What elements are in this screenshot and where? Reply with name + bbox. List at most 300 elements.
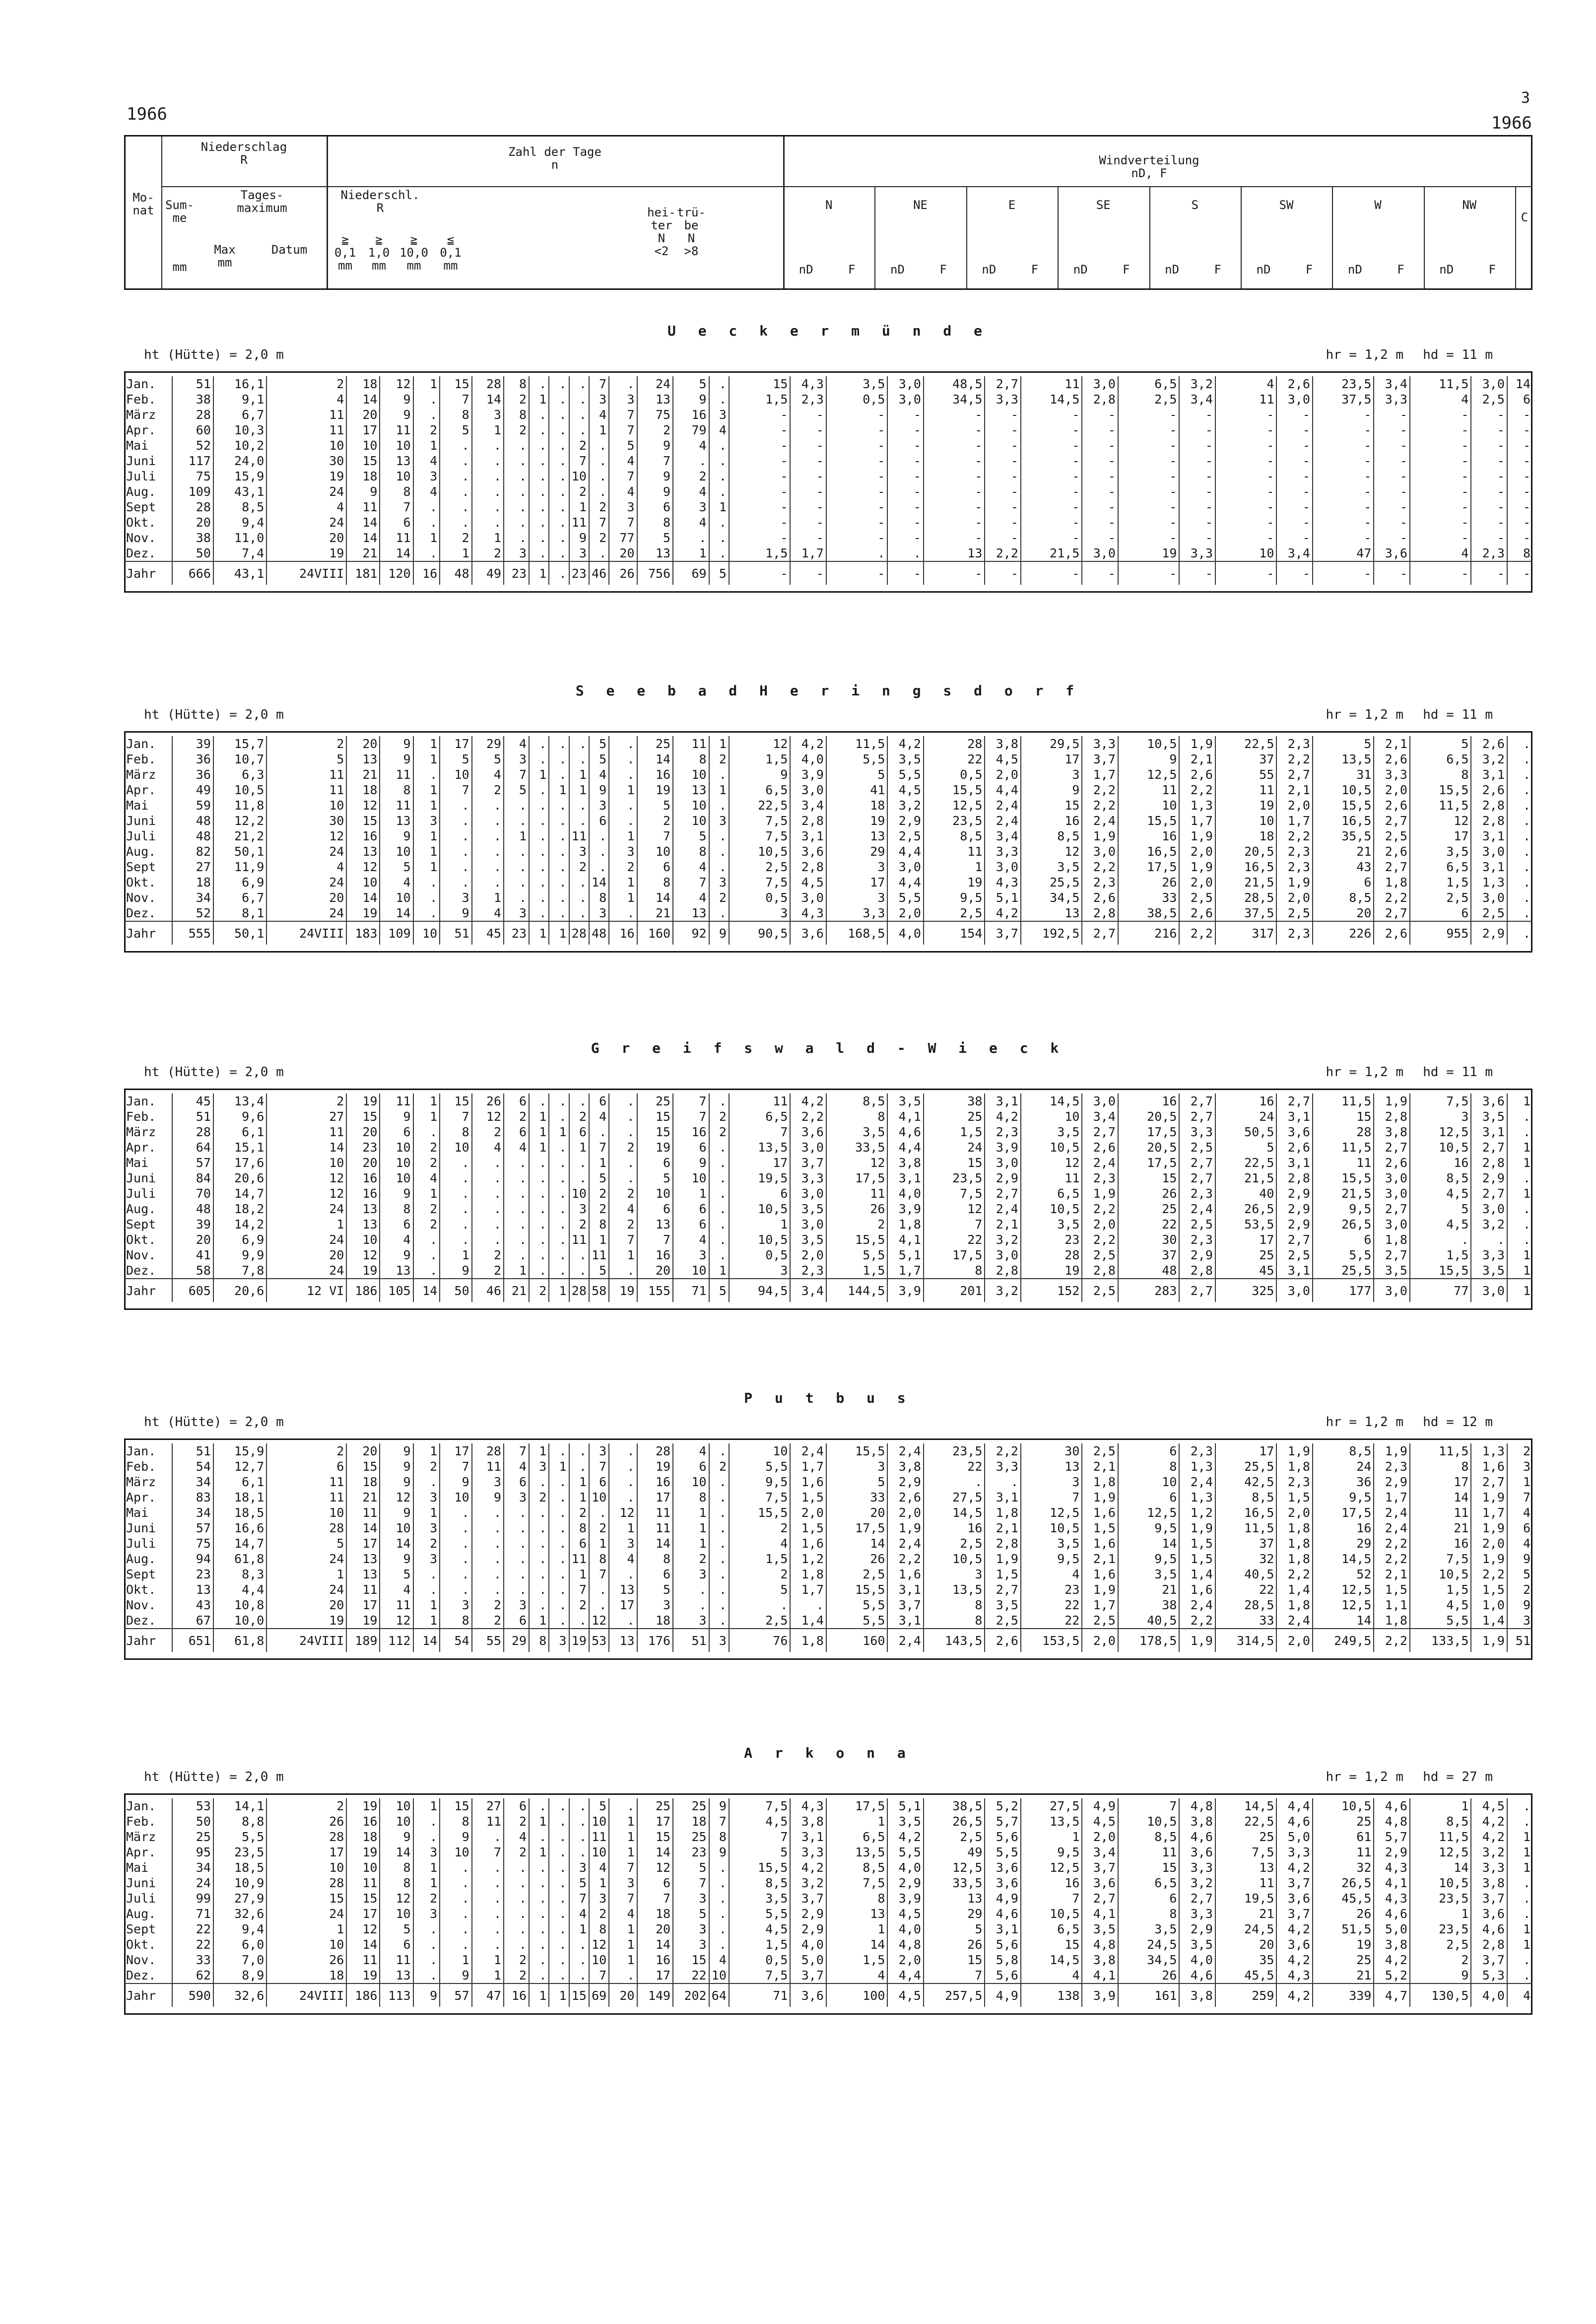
table-cell: 3,1 [1276,1263,1313,1279]
table-cell: - [1276,499,1313,515]
table-cell: 13 [346,1217,380,1232]
table-cell: 651 [172,1629,213,1652]
col-r10: ≧ 1,0 mm [368,233,390,273]
table-cell: 10 [589,1814,609,1829]
table-cell: 1 [549,1459,569,1474]
table-cell: 7,5 [1410,1551,1471,1567]
table-cell: 10 [346,438,380,453]
table-cell: 15,5 [1410,1263,1471,1279]
table-cell: 2,2 [887,1551,924,1567]
table-cell: 28 [266,1875,346,1891]
table-cell: 105 [380,1279,413,1302]
table-cell: 3 [673,1937,709,1952]
table-cell: . [529,1860,549,1875]
table-cell: 2,6 [1082,890,1118,905]
table-cell: 7 [440,782,471,798]
table-cell: 9 [709,1845,729,1860]
table-cell: 9,5 [924,890,985,905]
table-cell: - [1410,530,1471,546]
table-cell: . [549,392,569,407]
table-cell: 6 [637,1875,673,1891]
table-cell: 4,3 [1374,1860,1410,1875]
table-cell: . [472,1551,504,1567]
table-cell: - [1082,407,1118,422]
table-row [124,1474,1532,1490]
table-cell: 10 [673,767,709,782]
table-cell: 1,2 [790,1551,826,1567]
table-cell: 3,0 [1471,1201,1507,1217]
table-cell: - [1179,484,1215,499]
table-cell: 5 [673,1906,709,1921]
table-cell: 2,5 [1082,1613,1118,1629]
table-row [124,1201,1532,1217]
table-cell: - [1215,499,1277,515]
table-cell: 1,9 [1082,1490,1118,1505]
col-dir-s: S [1191,198,1198,212]
table-cell: 8 [529,1629,549,1652]
table-cell: . [709,767,729,782]
table-cell: 3,2 [790,1875,826,1891]
table-cell: 39 [172,1217,213,1232]
table-cell: . [549,859,569,875]
table-cell: 7 [589,1968,609,1983]
table-cell: 3,1 [1471,828,1507,844]
table-cell: 1,7 [790,546,826,561]
table-cell: 3,6 [790,844,826,859]
table-cell: 18 [346,376,380,392]
table-cell: - [924,469,985,484]
table-cell: 11,8 [213,798,266,813]
table-cell: 1 [549,1983,569,2007]
table-cell: . [709,1170,729,1186]
table-cell: 28,5 [1215,890,1277,905]
row-label: Aug. [126,1552,156,1566]
table-cell: . [589,1124,609,1140]
table-cell: 47 [1313,546,1374,561]
table-cell: 6,7 [213,890,266,905]
table-cell: 12 [729,736,791,752]
table-cell: 1 [472,530,504,546]
table-cell: 2 [1507,1443,1532,1459]
table-cell: 4,0 [790,1937,826,1952]
table-cell: 1,8 [1374,1613,1410,1629]
table-cell: - [1374,484,1410,499]
table-cell: 9 [1021,782,1082,798]
table-cell: 2 [729,1567,791,1582]
row-label: März [126,1125,156,1139]
table-cell: 7 [440,1109,471,1124]
table-cell: 2,0 [1082,1629,1118,1652]
table-cell: 24 [266,1232,346,1247]
table-cell: 4 [589,1109,609,1124]
table-cell: 4,5 [887,1906,924,1921]
table-cell: . [569,1247,589,1263]
station-table [124,736,1532,945]
table-cell: 17 [346,1906,380,1921]
table-cell: 3,6 [790,921,826,945]
table-cell: . [609,1155,637,1170]
table-cell: - [1471,422,1507,438]
table-cell: - [1374,561,1410,585]
table-cell: 25 [673,1829,709,1845]
table-cell: 11,0 [213,530,266,546]
table-cell: 15 [440,376,471,392]
table-cell: 9 [380,1186,413,1201]
table-cell: - [924,499,985,515]
table-cell: . [569,752,589,767]
col-sw-f: F [1305,263,1313,276]
table-row [124,1536,1532,1551]
table-cell: . [472,469,504,484]
table-cell: 3,9 [887,1891,924,1906]
table-cell: 4,2 [887,1829,924,1845]
table-cell: 17 [637,1968,673,1983]
table-cell: 3,3 [790,1845,826,1860]
table-cell: 15 [266,1891,346,1906]
table-cell: 10,9 [213,1875,266,1891]
table-cell: 14,7 [213,1536,266,1551]
table-cell: 11 [569,515,589,530]
row-label: Jahr [124,561,172,585]
table-cell: 2,2 [1374,1551,1410,1567]
table-cell: 10 [673,1474,709,1490]
table-cell: 4,2 [790,736,826,752]
table-cell: . [1471,1232,1507,1247]
table-cell: 4,3 [790,376,826,392]
table-cell: 5 [709,1279,729,1302]
table-cell: 4,0 [1179,1952,1215,1968]
table-cell: 6 [380,515,413,530]
table-cell: 1 [1507,1140,1532,1155]
table-cell: 2,2 [1179,1613,1215,1629]
table-cell: 3,0 [1471,890,1507,905]
table-cell: . [549,828,569,844]
table-cell: 1 [589,1536,609,1551]
table-cell: 10,5 [1118,1814,1180,1829]
row-label: Mai [126,798,149,813]
table-cell: 14 [589,875,609,890]
table-cell: 11 [266,1490,346,1505]
table-cell: 6 [637,1155,673,1170]
table-cell: 8,5 [1118,1829,1180,1845]
table-cell: 1 [569,767,589,782]
row-label: Okt. [126,875,156,889]
table-cell: . [504,438,529,453]
col-zahl-der-tage: Zahl der Tage n [508,145,601,172]
col-calm: C [1521,210,1529,224]
table-cell: . [1507,798,1532,813]
row-label: Sept [126,1922,156,1936]
table-cell: 29,5 [1021,736,1082,752]
table-cell: - [1410,499,1471,515]
table-cell: 7,8 [213,1263,266,1279]
table-cell: 6,5 [1118,1875,1180,1891]
table-cell: . [529,1232,549,1247]
table-cell: - [1507,453,1532,469]
table-cell: . [529,422,549,438]
table-cell: 2,5 [1410,1937,1471,1952]
table-cell: 186 [346,1983,380,2007]
table-cell: 3 [826,890,888,905]
table-row [124,530,1532,546]
table-cell: . [529,1906,549,1921]
table-cell: 3,5 [1410,844,1471,859]
table-cell: 1,7 [790,1582,826,1597]
table-cell: 5 [1215,1140,1277,1155]
table-cell: . [709,828,729,844]
table-cell: 2,4 [985,813,1021,828]
table-cell: 10 [440,1845,471,1860]
table-cell: 14 [637,890,673,905]
table-cell: . [549,1217,569,1232]
table-cell: 4 [266,859,346,875]
table-cell: 40,5 [1118,1613,1180,1629]
table-cell: 10 [1215,813,1277,828]
table-cell: . [529,1968,549,1983]
table-cell: 1 [549,1124,569,1140]
table-cell: 1,8 [1374,1232,1410,1247]
table-cell: 4 [609,453,637,469]
table-cell: 2 [529,1490,549,1505]
table-cell: 2,2 [1179,921,1215,945]
table-cell: 1,5 [790,1490,826,1505]
table-cell: 20 [266,890,346,905]
table-cell: 7 [569,1891,589,1906]
table-cell: 5,5 [826,752,888,767]
table-cell: . [549,736,569,752]
table-cell: 1 [826,1921,888,1937]
table-cell: 1 [589,1155,609,1170]
table-cell: . [529,1798,549,1814]
table-cell: 11 [472,1459,504,1474]
table-row [124,1124,1532,1140]
table-cell: 32,6 [213,1983,266,2007]
table-cell: 1 [413,736,440,752]
table-cell: 15 [346,453,380,469]
table-cell: 9,4 [213,1921,266,1937]
table-cell: 9,5 [1021,1845,1082,1860]
table-cell: 64 [172,1140,213,1155]
row-label: Mai [126,1505,149,1520]
table-cell: 10,5 [1313,1798,1374,1814]
table-cell: 27,5 [1021,1798,1082,1814]
table-row [124,890,1532,905]
table-cell: 2,8 [1471,1155,1507,1170]
table-cell: - [1507,561,1532,585]
table-cell: 9 [380,1247,413,1263]
table-cell: 4,4 [887,1140,924,1155]
table-cell: 1 [569,1921,589,1937]
table-cell: . [569,1094,589,1109]
table-cell: 9 [440,905,471,921]
table-cell: 10 [1118,1474,1180,1490]
table-cell: 15,7 [213,736,266,752]
table-cell: - [887,407,924,422]
table-cell: 8 [504,407,529,422]
table-cell: - [790,422,826,438]
table-cell: 22 [1021,1597,1082,1613]
table-cell: 8 [924,1597,985,1613]
table-cell: 33 [172,1952,213,1968]
table-cell: 1,9 [1082,1582,1118,1597]
table-cell: . [549,1155,569,1170]
table-cell: 7,5 [1215,1845,1277,1860]
table-cell: - [1118,469,1180,484]
col-n-nd: nD [798,263,813,276]
table-cell: 16 [1021,1875,1082,1891]
table-cell: . [709,1921,729,1937]
table-cell: 8 [380,1860,413,1875]
table-cell: . [504,1582,529,1597]
table-cell: . [609,1109,637,1124]
table-cell: 77 [1410,1279,1471,1302]
table-cell: 8,5 [1313,890,1374,905]
table-cell: 160 [826,1629,888,1652]
table-cell: 15,9 [213,469,266,484]
table-cell: 2 [440,530,471,546]
table-cell: 51,5 [1313,1921,1374,1937]
table-cell: 4 [1410,546,1471,561]
table-cell: - [1215,422,1277,438]
table-cell: 36 [172,767,213,782]
table-cell: 45 [472,921,504,945]
table-cell: . [529,469,549,484]
col-dir-se: SE [1096,198,1111,212]
table-cell: 3 [472,1474,504,1490]
table-cell: 4,6 [887,1124,924,1140]
table-cell: 2,6 [887,1490,924,1505]
table-cell: 3,0 [1374,1186,1410,1201]
table-cell: 5,7 [1374,1829,1410,1845]
table-cell: 4 [609,1551,637,1567]
col-r100: ≧ 10,0 mm [399,233,428,273]
table-cell: 2,0 [887,905,924,921]
table-cell: 16 [673,407,709,422]
table-cell: 15 [440,1094,471,1109]
table-cell: 45,5 [1313,1891,1374,1906]
table-cell: 22 [924,1232,985,1247]
table-cell: . [709,1597,729,1613]
row-label: Juli [126,1186,156,1201]
table-cell: 48 [589,921,609,945]
table-cell: 4,4 [887,844,924,859]
table-cell: 2,0 [1374,782,1410,798]
table-cell: 11 [1118,782,1180,798]
table-cell: . [529,1829,549,1845]
table-cell: 10 [380,469,413,484]
table-cell: 14,7 [213,1186,266,1201]
table-cell: - [826,438,888,453]
table-cell: 1,5 [729,546,791,561]
table-cell: 5,0 [1276,1829,1313,1845]
table-row [124,1155,1532,1170]
table-cell: - [924,407,985,422]
row-label: Aug. [126,844,156,859]
table-cell: 17,5 [826,1170,888,1186]
table-cell: 2 [266,376,346,392]
table-cell: 2,9 [1276,1186,1313,1201]
table-cell: 2,2 [790,1109,826,1124]
table-cell: - [1215,515,1277,530]
table-cell: 8 [637,875,673,890]
row-label: Dez. [126,1263,156,1278]
table-cell: 4,2 [790,1094,826,1109]
table-cell: 23,5 [924,1170,985,1186]
table-cell: 2,1 [1276,782,1313,798]
table-cell: 9,5 [1021,1551,1082,1567]
table-cell: 4,9 [985,1891,1021,1906]
table-cell: - [1313,422,1374,438]
table-cell: 3,5 [887,752,924,767]
table-cell: 20 [1313,905,1374,921]
table-cell: 1 [673,546,709,561]
table-cell: 13 [1021,1459,1082,1474]
table-cell: 12 [346,859,380,875]
table-cell: 17 [826,875,888,890]
table-cell: . [709,1155,729,1170]
table-cell: 2 [569,484,589,499]
table-cell: - [826,407,888,422]
table-cell: 4 [673,859,709,875]
table-row [124,1186,1532,1201]
table-cell: . [709,1520,729,1536]
table-cell: . [589,1582,609,1597]
table-cell: 4,8 [887,1937,924,1952]
table-cell: 23 [673,1845,709,1860]
table-cell: 2 [266,1443,346,1459]
table-cell: 1 [1507,1937,1532,1952]
table-cell: . [472,844,504,859]
table-cell: 3,5 [985,1597,1021,1613]
table-cell: 0,5 [729,1247,791,1263]
table-cell: 20 [172,515,213,530]
table-cell: 8 [673,844,709,859]
table-cell: 7,0 [213,1952,266,1968]
table-cell: 4,3 [790,1798,826,1814]
table-cell: 3 [609,392,637,407]
table-cell: 24 [172,1875,213,1891]
table-cell: 3,5 [790,1232,826,1247]
table-cell: 13 [673,782,709,798]
table-cell: - [826,422,888,438]
table-cell: 3,7 [1082,752,1118,767]
table-cell: 1,9 [1276,1443,1313,1459]
table-cell: 94,5 [729,1279,791,1302]
table-cell: . [529,499,549,515]
table-cell: - [790,453,826,469]
table-cell: 2,5 [1082,1247,1118,1263]
table-cell: . [413,1952,440,1968]
table-cell: 1 [1410,1906,1471,1921]
table-cell: . [472,1186,504,1201]
table-cell: . [472,499,504,515]
table-cell: 3,0 [1082,546,1118,561]
col-e-nd: nD [982,263,997,276]
table-cell: 2,0 [1179,875,1215,890]
table-cell: 149 [637,1983,673,2007]
table-cell: 14 [380,1845,413,1860]
table-cell: 3 [413,1551,440,1567]
table-cell: - [1507,484,1532,499]
table-cell: 2,5 [1374,828,1410,844]
table-cell: 4,1 [887,1109,924,1124]
table-cell: 5 [826,1474,888,1490]
table-cell: 45,5 [1215,1968,1277,1983]
table-cell: 19 [346,1798,380,1814]
table-cell: 17 [1410,828,1471,844]
table-cell: 3,5 [1021,1124,1082,1140]
table-cell: 168,5 [826,921,888,945]
